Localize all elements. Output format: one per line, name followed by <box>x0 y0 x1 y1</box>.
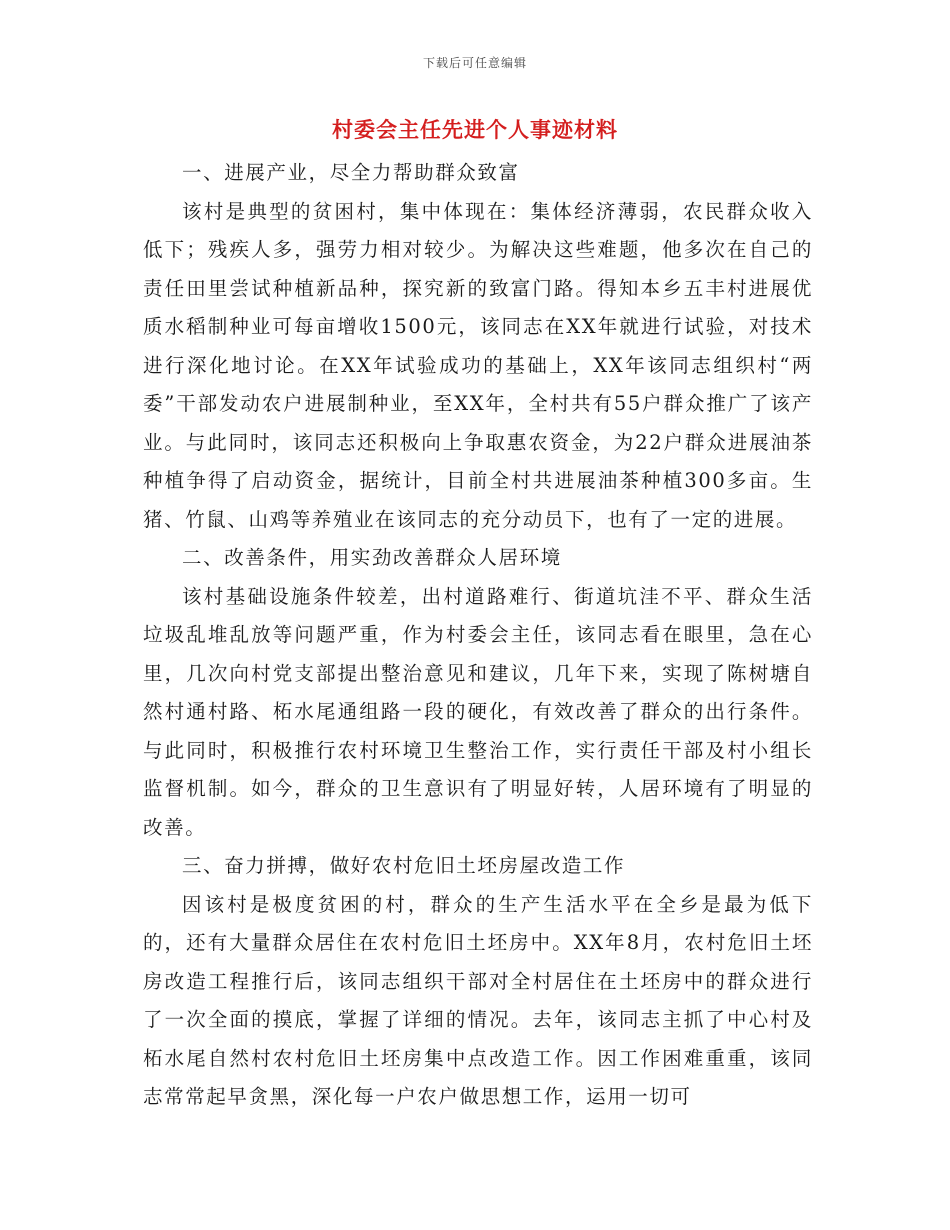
header-note: 下载后可任意编辑 <box>422 56 527 70</box>
section-heading-1: 一、进展产业，尽全力帮助群众致富 <box>182 161 520 184</box>
paragraph-1: 该村是典型的贫困村，集中体现在：集体经济薄弱，农民群众收入低下；残疾人多，强劳力相对较少。为解决这些难题，他多次在自己的责任田里尝试种植新品种，探究新的致富门路。得知本乡五丰村进展优质水稻制种业可每亩增收1500元，该同志在XX年就进行试验，对技术进行深化地讨论。在XX年试验成功的基础上，XX年该同志组织村“两委”干部发动农户进展制种业，至XX年，全村共有55户群众推广了该产业。与此同时，该同志还积极向上争取惠农资金，为22户群众进展油茶种植争得了启动资金，据统计，目前全村共进展油茶种植300多亩。生猪、竹鼠、山鸡等养殖业在该同志的充分动员下，也有了一定的进展。 <box>143 199 813 531</box>
section-heading-2: 二、改善条件，用实劲改善群众人居环境 <box>182 546 562 569</box>
document-body <box>143 154 813 1117</box>
paragraph-3: 因该村是极度贫困的村，群众的生产生活水平在全乡是最为低下的，还有大量群众居住在农村危旧土坯房中。XX年8月，农村危旧土坯房改造工程推行后，该同志组织干部对全村居住在土坯房中的群众进行了一次全面的摸底，掌握了详细的情况。去年，该同志主抓了中心村及柘水尾自然村农村危旧土坯房集中点改造工作。因工作困难重重，该同志常常起早贪黑，深化每一户农户做思想工作，运用一切可 <box>143 892 813 1108</box>
document-title: 村委会主任先进个人事迹材料 <box>332 117 618 142</box>
section-heading-3: 三、奋力拼搏，做好农村危旧土坯房屋改造工作 <box>182 854 626 877</box>
paragraph-2: 该村基础设施条件较差，出村道路难行、街道坑洼不平、群众生活垃圾乱堆乱放等问题严重，作为村委会主任，该同志看在眼里，急在心里，几次向村党支部提出整治意见和建议，几年下来，实现了陈树塘自然村通村路、柘水尾通组路一段的硬化，有效改善了群众的出行条件。与此同时，积极推行农村环境卫生整治工作，实行责任干部及村小组长监督机制。如今，群众的卫生意识有了明显好转，人居环境有了明显的改善。 <box>143 584 813 839</box>
